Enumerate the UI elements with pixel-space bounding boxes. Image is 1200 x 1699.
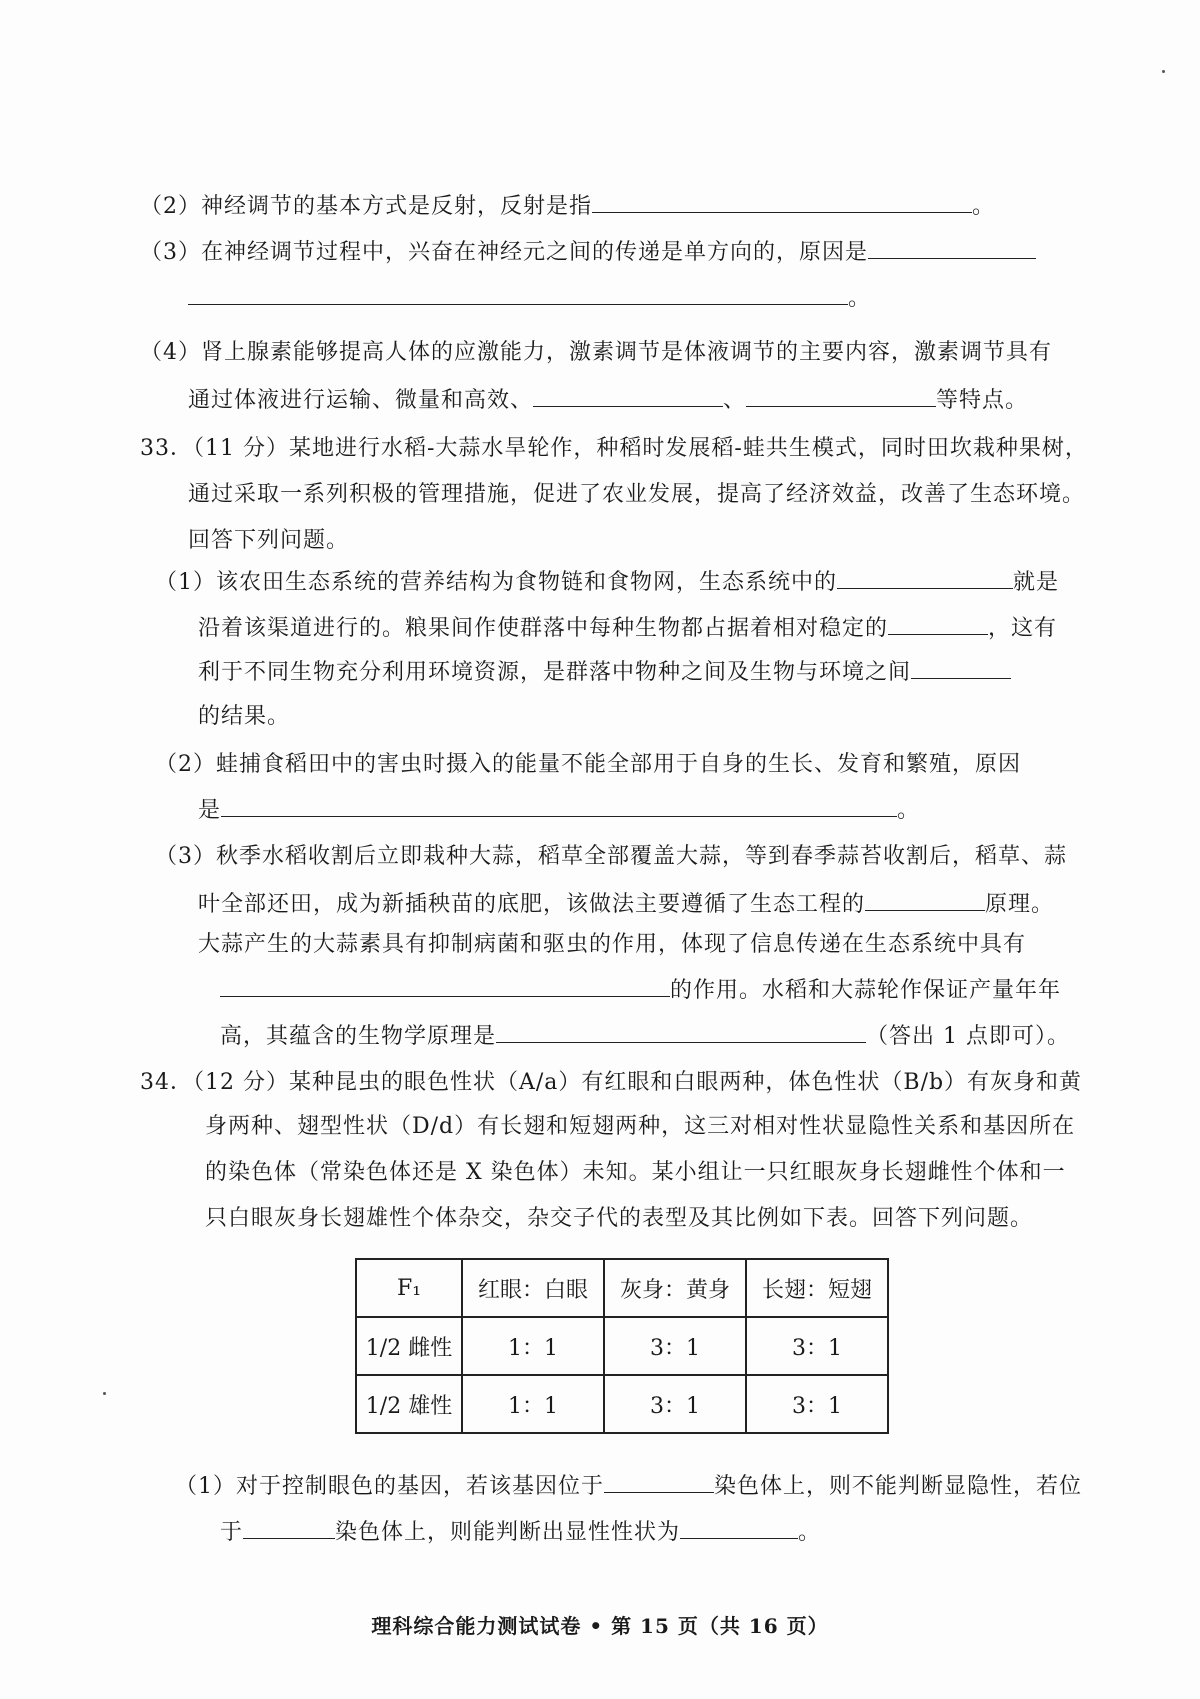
table-cell: 1：1 bbox=[462, 1375, 604, 1433]
q32-3-line bbox=[140, 236, 1036, 268]
answer-blank[interactable] bbox=[221, 794, 897, 817]
q33-3-line3 bbox=[198, 930, 1026, 960]
table-cell: 3：1 bbox=[604, 1317, 746, 1375]
q32-4-line1 bbox=[140, 338, 1052, 368]
q33-1-line3 bbox=[198, 656, 1011, 688]
q34-1-mid2: 染色体上，则能判断出显性性状为 bbox=[335, 1520, 681, 1545]
table-cell: 3：1 bbox=[746, 1317, 888, 1375]
q34-stem-line4 bbox=[205, 1204, 1033, 1234]
table-row bbox=[356, 1317, 888, 1375]
q34-stem-text2: 身两种、翅型性状（D/d）有长翅和短翅两种，这三对相对性状显隐性关系和基因所在 bbox=[205, 1114, 1076, 1139]
scan-speck bbox=[103, 1392, 106, 1395]
table-header-cell: 长翅：短翅 bbox=[746, 1259, 888, 1317]
table-cell: 1/2 雄性 bbox=[356, 1375, 462, 1433]
q34-1-mid: 染色体上，则不能判断显隐性，若位 bbox=[714, 1474, 1083, 1499]
q32-3-line2 bbox=[188, 282, 871, 314]
q34-1-line2 bbox=[220, 1516, 821, 1548]
table-header-cell: 红眼：白眼 bbox=[462, 1259, 604, 1317]
answer-blank[interactable] bbox=[243, 1516, 335, 1539]
q33-3-line1 bbox=[155, 842, 1067, 872]
q33-2-line2 bbox=[198, 794, 920, 826]
q33-3-text3: 大蒜产生的大蒜素具有抑制病菌和驱虫的作用，体现了信息传递在生态系统中具有 bbox=[198, 932, 1027, 957]
table-header-row bbox=[356, 1259, 888, 1317]
punct: 、 bbox=[723, 388, 747, 413]
table-header-cell: 灰身：黄身 bbox=[604, 1259, 746, 1317]
q33-3-line4 bbox=[220, 974, 1061, 1006]
table-cell: 1：1 bbox=[462, 1317, 604, 1375]
q34-stem-line3 bbox=[205, 1158, 1066, 1188]
q34-stem-line2 bbox=[205, 1112, 1075, 1142]
q33-stem-line2 bbox=[188, 480, 1085, 510]
q33-3-line2 bbox=[198, 888, 1054, 920]
answer-blank[interactable] bbox=[533, 384, 723, 407]
punct: 。 bbox=[972, 194, 996, 219]
q32-2-line bbox=[140, 190, 995, 222]
q34-stem-text: 34．（12 分）某种昆虫的眼色性状（A/a）有红眼和白眼两种，体色性状（B/b）有灰身和黄 bbox=[140, 1070, 1083, 1095]
q34-1-line1 bbox=[175, 1470, 1082, 1502]
answer-blank[interactable] bbox=[888, 612, 988, 635]
q33-1-end2: ，这有 bbox=[988, 616, 1058, 641]
q32-3-text: （3）在神经调节过程中，兴奋在神经元之间的传递是单方向的，原因是 bbox=[140, 240, 868, 265]
q34-stem-text4: 只白眼灰身长翅雄性个体杂交，杂交子代的表型及其比例如下表。回答下列问题。 bbox=[205, 1206, 1034, 1231]
q33-2-text2: 是 bbox=[198, 798, 222, 823]
q33-stem-text3: 回答下列问题。 bbox=[188, 528, 350, 553]
answer-blank[interactable] bbox=[911, 656, 1011, 679]
q34-1-text2: 于 bbox=[220, 1520, 244, 1545]
q33-2-line1 bbox=[155, 750, 1021, 780]
q32-4-end-text: 等特点。 bbox=[936, 388, 1029, 413]
q33-1-line2 bbox=[198, 612, 1057, 644]
answer-blank[interactable] bbox=[604, 1470, 714, 1493]
q33-1-text4: 的结果。 bbox=[198, 704, 291, 729]
answer-blank[interactable] bbox=[188, 282, 848, 305]
q33-3-text5: 高，其蕴含的生物学原理是 bbox=[220, 1024, 497, 1049]
q33-3-text4: 的作用。水稻和大蒜轮作保证产量年年 bbox=[670, 978, 1062, 1003]
q33-3-end2: 原理。 bbox=[985, 892, 1055, 917]
table-row bbox=[356, 1375, 888, 1433]
q33-3-line5 bbox=[220, 1020, 1070, 1052]
q34-stem-text3: 的染色体（常染色体还是 X 染色体）未知。某小组让一只红眼灰身长翅雌性个体和一 bbox=[205, 1160, 1066, 1185]
q33-1-text3: 利于不同生物充分利用环境资源，是群落中物种之间及生物与环境之间 bbox=[198, 660, 912, 685]
q33-3-end5: （答出 1 点即可）。 bbox=[866, 1024, 1070, 1049]
q33-1-end: 就是 bbox=[1013, 570, 1060, 595]
q33-stem-text2: 通过采取一系列积极的管理措施，促进了农业发展，提高了经济效益，改善了生态环境。 bbox=[188, 482, 1086, 507]
answer-blank[interactable] bbox=[220, 974, 670, 997]
q33-stem-text: 33．（11 分）某地进行水稻-大蒜水旱轮作，种稻时发展稻-蛙共生模式，同时田坎栽种果树， bbox=[140, 436, 1088, 461]
answer-blank[interactable] bbox=[680, 1516, 798, 1539]
q33-3-text: （3）秋季水稻收割后立即栽种大蒜，稻草全部覆盖大蒜，等到春季蒜苔收割后，稻草、蒜 bbox=[155, 844, 1068, 869]
punct: 。 bbox=[848, 286, 872, 311]
q32-4-text2: 通过体液进行运输、微量和高效、 bbox=[188, 388, 534, 413]
q33-stem-line1 bbox=[140, 434, 1088, 464]
table-cell: 1/2 雌性 bbox=[356, 1317, 462, 1375]
table-header-cell: F₁ bbox=[356, 1259, 462, 1317]
q33-1-line4 bbox=[198, 702, 290, 732]
q33-stem-line3 bbox=[188, 526, 349, 556]
punct: 。 bbox=[798, 1520, 822, 1545]
q33-1-line1 bbox=[155, 566, 1059, 598]
answer-blank[interactable] bbox=[496, 1020, 866, 1043]
q33-1-text: （1）该农田生态系统的营养结构为食物链和食物网，生态系统中的 bbox=[155, 570, 837, 595]
answer-blank[interactable] bbox=[837, 566, 1013, 589]
page-footer: 理科综合能力测试试卷 • 第 15 页（共 16 页） bbox=[371, 1614, 829, 1638]
answer-blank[interactable] bbox=[592, 190, 972, 213]
q33-1-text2: 沿着该渠道进行的。粮果间作使群落中每种生物都占据着相对稳定的 bbox=[198, 616, 889, 641]
q33-2-text: （2）蛙捕食稻田中的害虫时摄入的能量不能全部用于自身的生长、发育和繁殖，原因 bbox=[155, 752, 1021, 777]
table-cell: 3：1 bbox=[746, 1375, 888, 1433]
answer-blank[interactable] bbox=[868, 236, 1036, 259]
q33-3-text2: 叶全部还田，成为新插秧苗的底肥，该做法主要遵循了生态工程的 bbox=[198, 892, 866, 917]
answer-blank[interactable] bbox=[746, 384, 936, 407]
q34-stem-line1 bbox=[140, 1068, 1082, 1098]
f1-ratio-table bbox=[355, 1258, 889, 1434]
q32-2-text: （2）神经调节的基本方式是反射，反射是指 bbox=[140, 194, 592, 219]
q32-4-text: （4）肾上腺素能够提高人体的应激能力，激素调节是体液调节的主要内容，激素调节具有 bbox=[140, 340, 1053, 365]
table-cell: 3：1 bbox=[604, 1375, 746, 1433]
answer-blank[interactable] bbox=[865, 888, 985, 911]
q32-4-line2 bbox=[188, 384, 1028, 416]
q34-1-text: （1）对于控制眼色的基因，若该基因位于 bbox=[175, 1474, 604, 1499]
scan-speck bbox=[1162, 70, 1165, 73]
punct: 。 bbox=[897, 798, 921, 823]
